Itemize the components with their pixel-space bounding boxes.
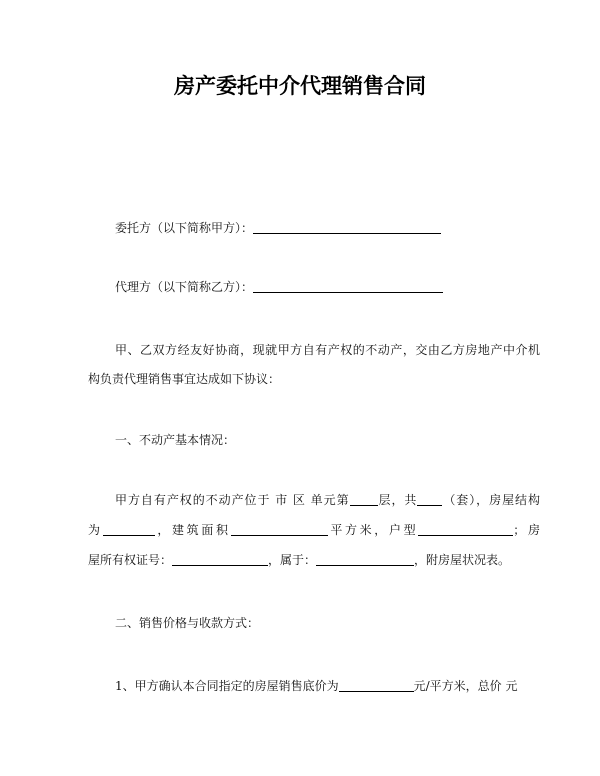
clause-1-price-text: 元/平方米，总价 元 [413,679,518,693]
intro-paragraph-line-2: 构负责代理销售事宜达成如下协议： [88,372,281,386]
floor-blank [350,494,378,506]
clause-1-text: 1、甲方确认本合同指定的房屋销售底价为 [115,679,339,693]
clause-1-line [115,676,518,696]
area-blank [231,524,328,536]
belongs-to-blank [316,554,414,566]
unit-price-blank [339,680,414,692]
agent-party-label: 代理方（以下简称乙方）： [115,280,254,294]
property-line-structure [88,520,540,540]
principal-party-line [115,218,441,238]
structure-prefix-text: 为 [88,523,103,537]
principal-party-blank [253,222,441,234]
layout-text: 平方米，户型 [327,523,419,537]
section-1-heading: 一、不动产基本情况： [115,433,236,447]
document-title: 房产委托中介代理销售合同 [174,74,426,98]
layout-blank [418,524,513,536]
belongs-to-text: ，属于： [268,553,317,567]
agent-party-blank [253,281,443,293]
certificate-number-blank [172,554,268,566]
structure-text: （套），房屋结构 [442,493,540,507]
unit-count-blank [417,494,442,506]
floor-count-text: 层，共 [377,493,418,507]
principal-party-label: 委托方（以下简称甲方）： [115,221,254,235]
property-location-text: 甲方自有产权的不动产位于 市 区 单元第 [115,493,350,507]
area-text: ，建筑面积 [154,523,231,537]
line-b-end-text: ；房 [513,523,540,537]
attachment-text: ，附房屋状况表。 [414,553,511,567]
intro-paragraph-line-1: 甲、乙双方经友好协商，现就甲方自有产权的不动产，交由乙方房地产中介机 [115,343,540,357]
structure-blank [103,524,155,536]
agent-party-line [115,277,443,297]
property-line-location [115,490,540,510]
certificate-text: 屋所有权证号： [88,553,173,567]
section-2-heading: 二、销售价格与收款方式： [115,616,260,630]
property-line-certificate [88,550,510,570]
